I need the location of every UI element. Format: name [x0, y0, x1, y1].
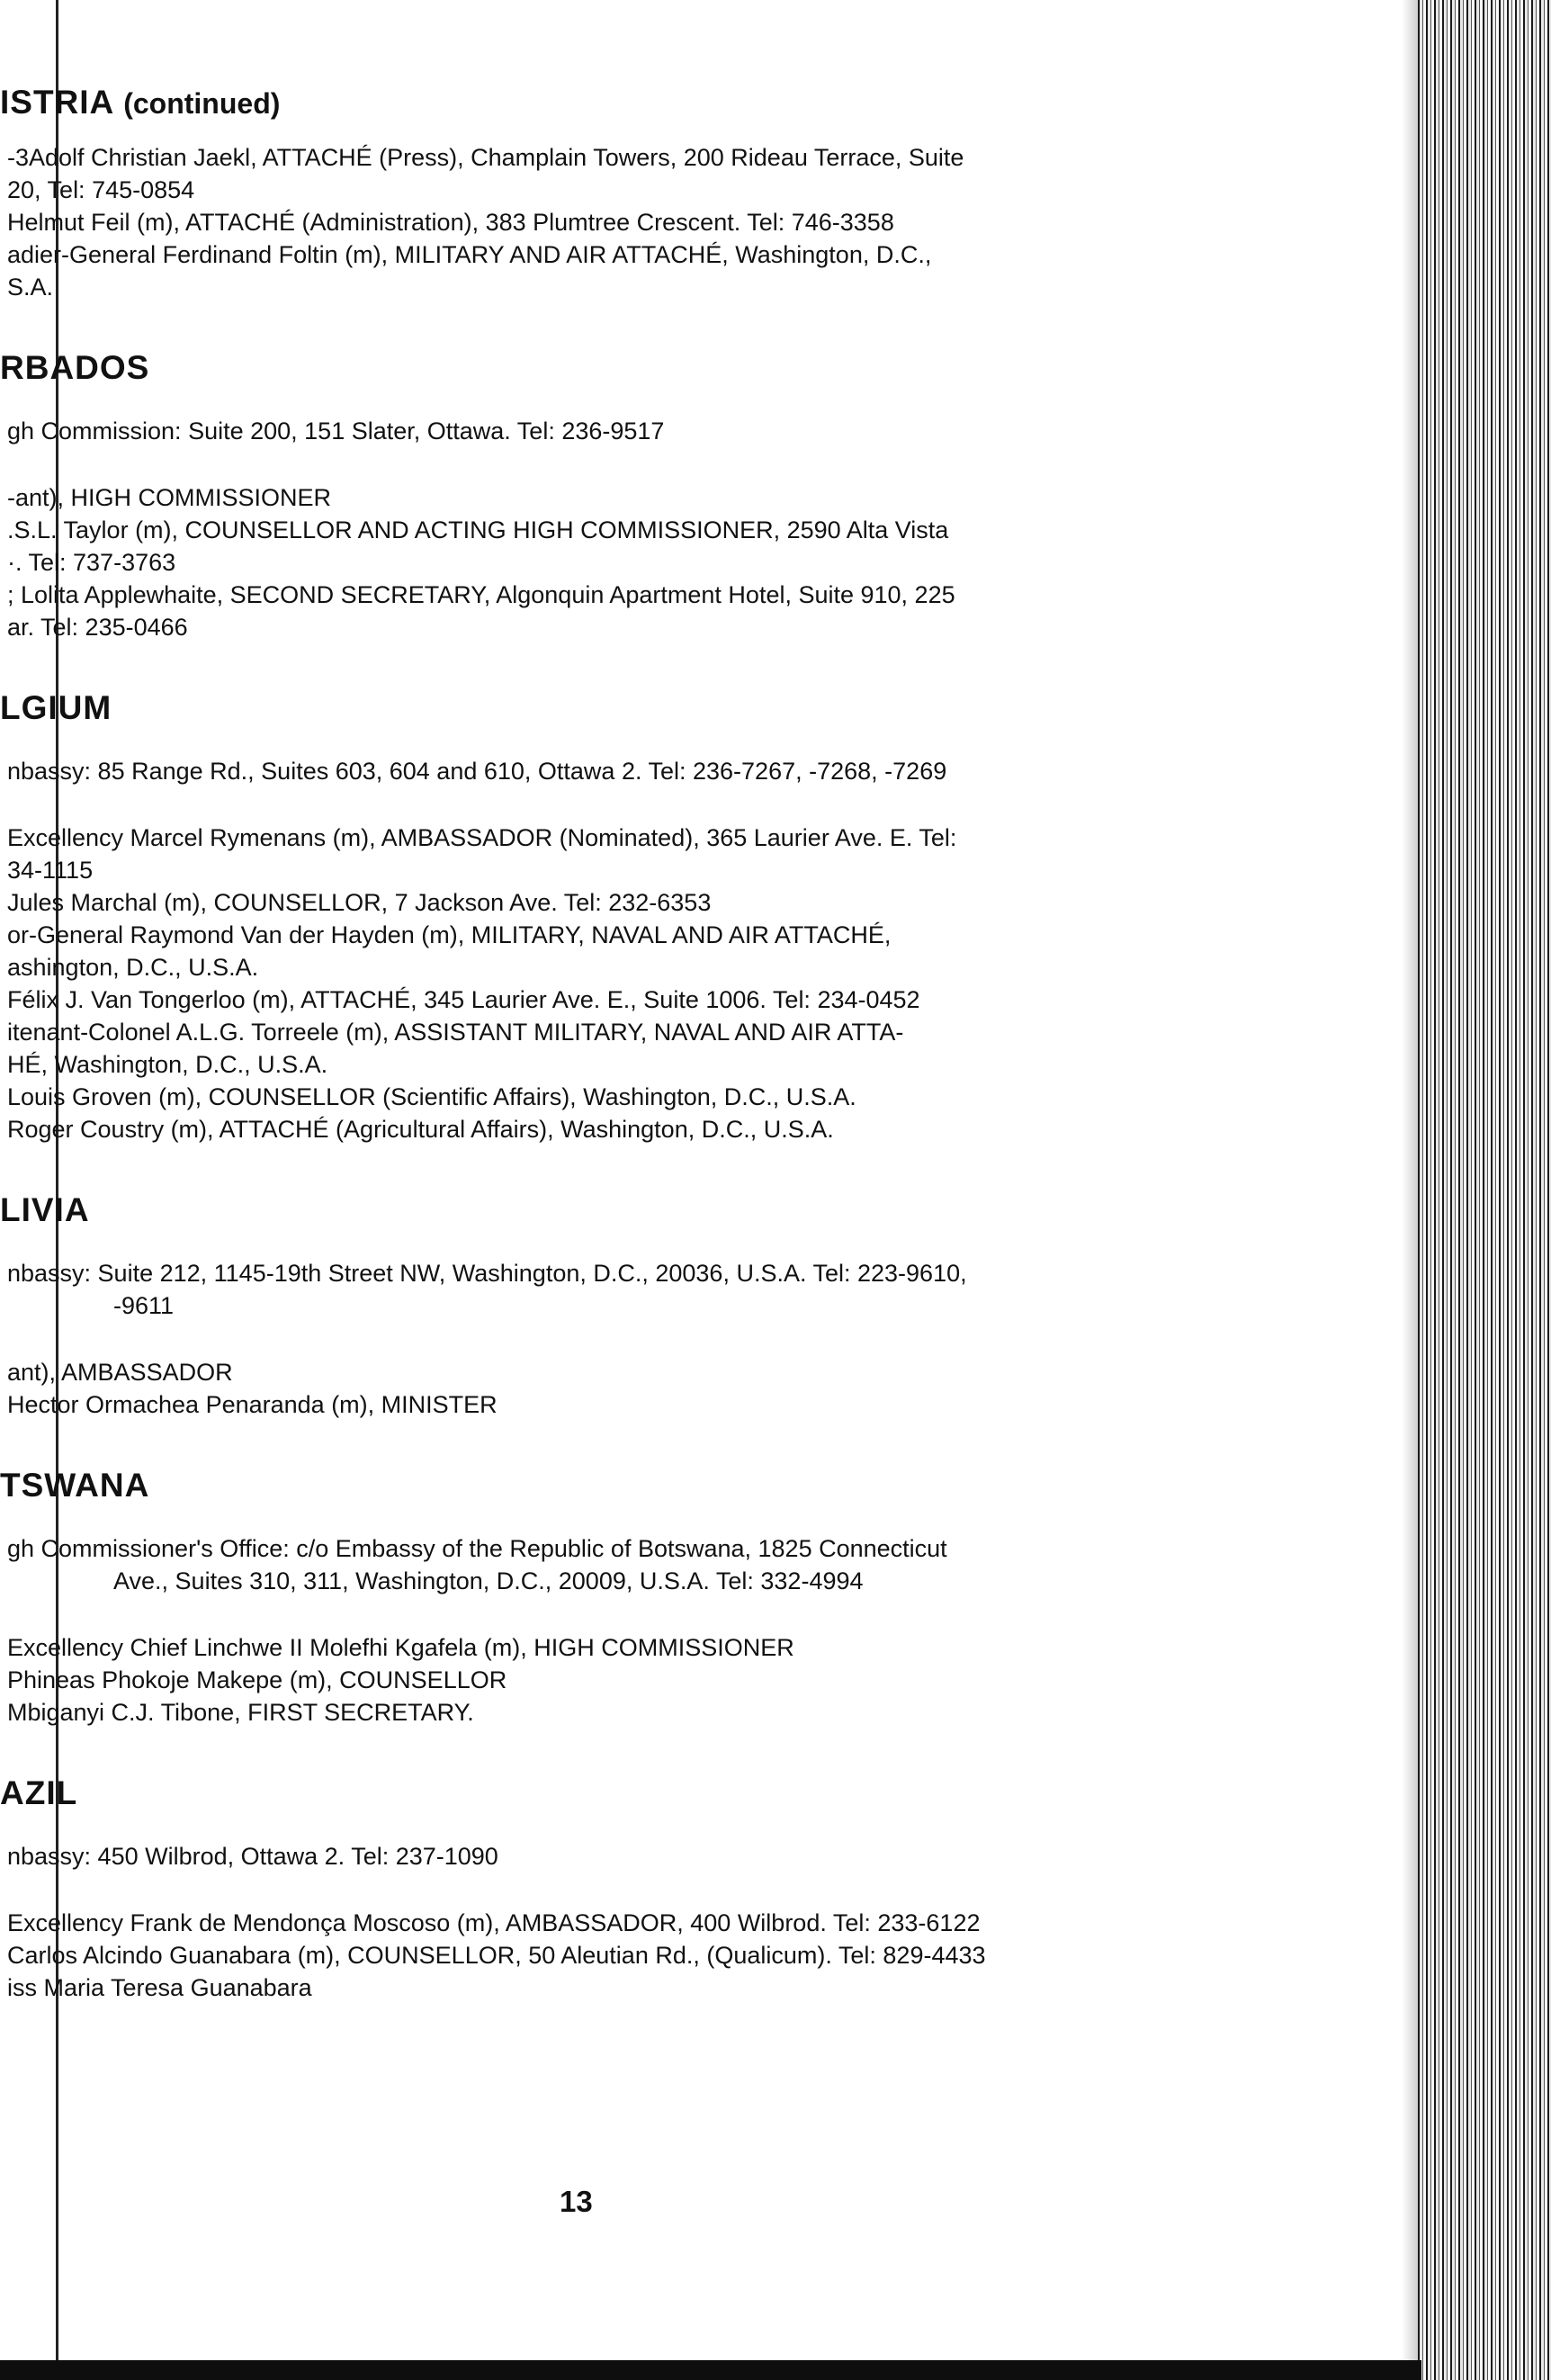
office-address: gh Commissioner's Office: c/o Embassy of the Republic of Botswana, 1825 Connecticut Ave., Suites 310, 311, Washington, D.C., 20009, U.S.A. Tel: 332-4994	[7, 1535, 947, 1594]
list-item: Excellency Frank de Mendonça Moscoso (m), AMBASSADOR, 400 Wilbrod. Tel: 233-6122	[7, 1909, 981, 1936]
list-item: Phineas Phokoje Makepe (m), COUNSELLOR	[7, 1666, 507, 1693]
list-item: Roger Coustry (m), ATTACHÉ (Agricultural Affairs), Washington, D.C., U.S.A.	[7, 1116, 834, 1143]
section-brazil	[0, 1774, 1260, 2004]
section-heading	[0, 86, 1260, 120]
section-heading: LIVIA	[0, 1191, 90, 1228]
section-belgium	[0, 689, 1260, 1145]
office-address: nbassy: Suite 212, 1145-19th Street NW, Washington, D.C., 20036, U.S.A. Tel: 223-9610, -9611	[7, 1260, 967, 1319]
list-item: Mbiganyi C.J. Tibone, FIRST SECRETARY.	[7, 1699, 474, 1726]
list-item: .S.L. Taylor (m), COUNSELLOR AND ACTING HIGH COMMISSIONER, 2590 Alta Vista ·. Tel: 737-3763	[7, 516, 949, 576]
section-bolivia	[0, 1191, 1260, 1421]
office-address: nbassy: 450 Wilbrod, Ottawa 2. Tel: 237-1090	[7, 1843, 498, 1870]
directory-page-body	[0, 86, 1260, 2052]
list-item: iss Maria Teresa Guanabara	[7, 1974, 312, 2001]
list-item: itenant-Colonel A.L.G. Torreele (m), ASSISTANT MILITARY, NAVAL AND AIR ATTA- HÉ, Washington, D.C., U.S.A.	[7, 1019, 904, 1078]
list-item: Helmut Feil (m), ATTACHÉ (Administration), 383 Plumtree Crescent. Tel: 746-3358	[7, 209, 894, 236]
list-item: Félix J. Van Tongerloo (m), ATTACHÉ, 345 Laurier Ave. E., Suite 1006. Tel: 234-0452	[7, 986, 920, 1013]
stacked-page-edges	[1418, 0, 1551, 2380]
list-item: or-General Raymond Van der Hayden (m), MILITARY, NAVAL AND AIR ATTACHÉ, ashington, D.C., U.S.A.	[7, 921, 892, 981]
section-botswana	[0, 1469, 1260, 1729]
section-heading: RBADOS	[0, 349, 150, 386]
list-item: Carlos Alcindo Guanabara (m), COUNSELLOR, 50 Aleutian Rd., (Qualicum). Tel: 829-4433	[7, 1942, 986, 1969]
list-item: -ant), HIGH COMMISSIONER	[7, 484, 332, 511]
list-item: ; Lolita Applewhaite, SECOND SECRETARY, Algonquin Apartment Hotel, Suite 910, 225 ar. Tel: 235-0466	[7, 581, 955, 641]
list-item: -3Adolf Christian Jaekl, ATTACHÉ (Press), Champlain Towers, 200 Rideau Terrace, Suite 20, Tel: 745-0854	[7, 144, 964, 203]
section-heading: TSWANA	[0, 1467, 150, 1504]
section-heading: LGIUM	[0, 689, 112, 726]
page-number: 13	[560, 2185, 593, 2218]
bottom-scan-shadow	[0, 2360, 1421, 2380]
list-item: ant), AMBASSADOR	[7, 1359, 233, 1386]
list-item: Louis Groven (m), COUNSELLOR (Scientific Affairs), Washington, D.C., U.S.A.	[7, 1083, 856, 1110]
list-item: Excellency Chief Linchwe II Molefhi Kgafela (m), HIGH COMMISSIONER	[7, 1634, 794, 1661]
list-item: Hector Ormachea Penaranda (m), MINISTER	[7, 1391, 498, 1418]
list-item: Jules Marchal (m), COUNSELLOR, 7 Jackson Ave. Tel: 232-6353	[7, 889, 712, 916]
list-item: adier-General Ferdinand Foltin (m), MILITARY AND AIR ATTACHÉ, Washington, D.C., S.A.	[7, 241, 932, 301]
section-barbados	[0, 349, 1260, 643]
office-address: gh Commission: Suite 200, 151 Slater, Ottawa. Tel: 236-9517	[7, 418, 665, 445]
section-heading: AZIL	[0, 1774, 78, 1811]
country-name: ISTRIA	[0, 84, 113, 121]
continued-note: (continued)	[123, 87, 281, 120]
section-austria	[0, 86, 1260, 303]
list-item: Excellency Marcel Rymenans (m), AMBASSADOR (Nominated), 365 Laurier Ave. E. Tel: 34-1115	[7, 824, 957, 884]
office-address: nbassy: 85 Range Rd., Suites 603, 604 and 610, Ottawa 2. Tel: 236-7267, -7268, -7269	[7, 758, 947, 785]
